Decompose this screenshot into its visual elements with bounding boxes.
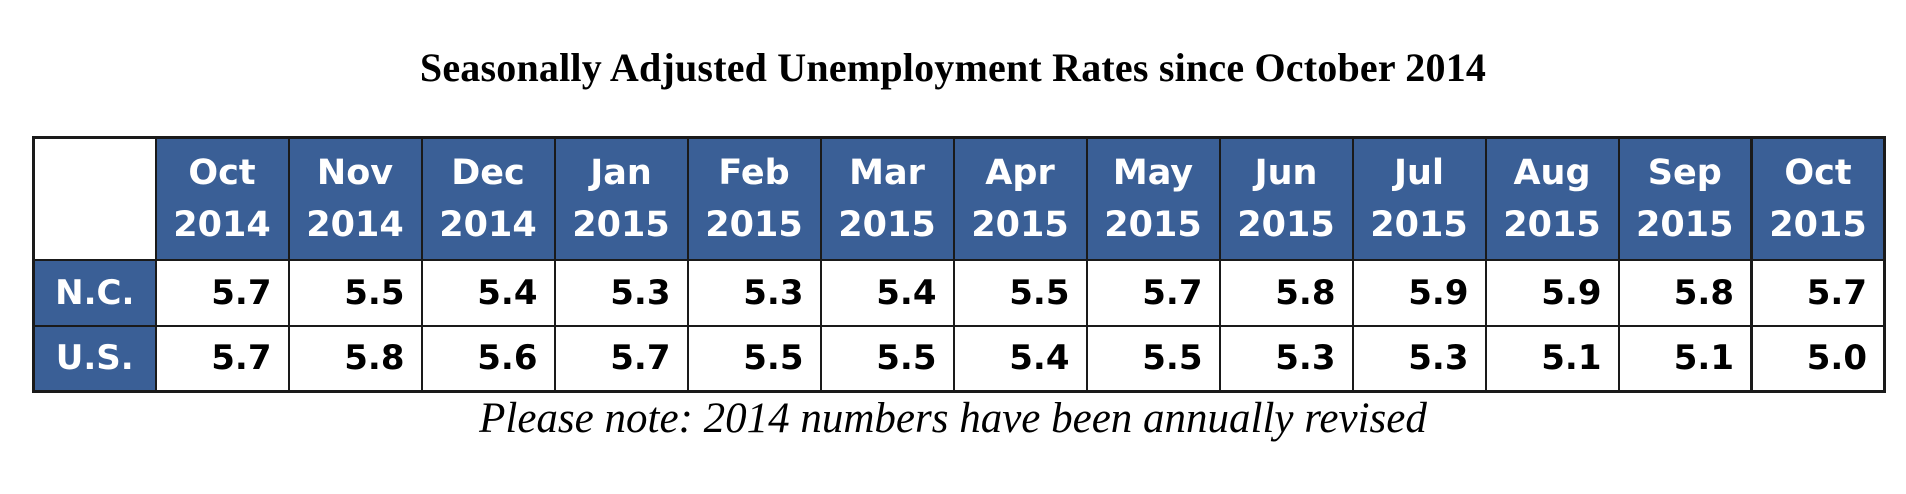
column-header [1619,138,1752,260]
column-header-year: 2014 [306,204,404,245]
column-header-month: Sep [1647,152,1722,193]
rate-cell: 5.9 [1486,260,1619,326]
revision-note: Please note: 2014 numbers have been annually revised [479,395,1427,442]
table-row [34,260,1885,326]
column-header [1220,138,1353,260]
row-label: N.C. [34,260,156,326]
unemployment-table-container [32,136,1878,390]
column-header-month: Jan [590,152,652,193]
column-header [422,138,555,260]
rate-cell: 5.7 [156,260,289,326]
column-header-year: 2015 [572,204,670,245]
rate-cell: 5.5 [821,326,954,392]
column-header [289,138,422,260]
column-header-month: Nov [316,152,394,193]
column-header-month: Aug [1513,152,1591,193]
rate-cell: 5.8 [289,326,422,392]
rate-cell: 5.3 [1353,326,1486,392]
column-header [1087,138,1220,260]
column-header-year: 2015 [838,204,936,245]
column-header-month: Oct [1784,152,1852,193]
rate-cell: 5.1 [1619,326,1752,392]
column-header-month: Mar [849,152,925,193]
rate-cell: 5.5 [688,326,821,392]
rate-cell: 5.5 [289,260,422,326]
rate-cell: 5.0 [1752,326,1885,392]
rate-cell: 5.8 [1220,260,1353,326]
rate-cell: 5.7 [156,326,289,392]
corner-cell [34,138,156,260]
header-row [34,138,1885,260]
column-header-year: 2015 [1769,204,1867,245]
column-header-month: Apr [985,152,1055,193]
rate-cell: 5.3 [688,260,821,326]
column-header-month: May [1112,152,1194,193]
column-header [821,138,954,260]
rate-cell: 5.1 [1486,326,1619,392]
column-header-year: 2015 [1104,204,1202,245]
rate-cell: 5.4 [954,326,1087,392]
column-header-year: 2015 [1237,204,1335,245]
rate-cell: 5.4 [821,260,954,326]
column-header-year: 2015 [705,204,803,245]
column-header-month: Feb [718,152,790,193]
rate-cell: 5.7 [1087,260,1220,326]
rate-cell: 5.5 [1087,326,1220,392]
column-header [954,138,1087,260]
rate-cell: 5.9 [1353,260,1486,326]
rate-cell: 5.4 [422,260,555,326]
column-header [1486,138,1619,260]
rate-cell: 5.8 [1619,260,1752,326]
row-label: U.S. [34,326,156,392]
table-body [34,260,1885,392]
rate-cell: 5.3 [555,260,688,326]
rate-cell: 5.5 [954,260,1087,326]
column-header [1353,138,1486,260]
column-header [156,138,289,260]
column-header [688,138,821,260]
column-header-year: 2015 [1636,204,1734,245]
rate-cell: 5.7 [555,326,688,392]
rate-cell: 5.6 [422,326,555,392]
column-header-month: Oct [188,152,256,193]
table-title: Seasonally Adjusted Unemployment Rates since October 2014 [419,45,1487,90]
unemployment-table [32,136,1886,393]
table-row [34,326,1885,392]
column-header-year: 2015 [1370,204,1468,245]
column-header [1752,138,1885,260]
column-header-year: 2015 [1503,204,1601,245]
column-header-year: 2014 [173,204,271,245]
rate-cell: 5.3 [1220,326,1353,392]
column-header-month: Jun [1254,152,1318,193]
column-header-month: Dec [451,152,525,193]
column-header-year: 2014 [439,204,537,245]
column-header-year: 2015 [971,204,1069,245]
column-header [555,138,688,260]
rate-cell: 5.7 [1752,260,1885,326]
column-header-month: Jul [1394,152,1444,193]
